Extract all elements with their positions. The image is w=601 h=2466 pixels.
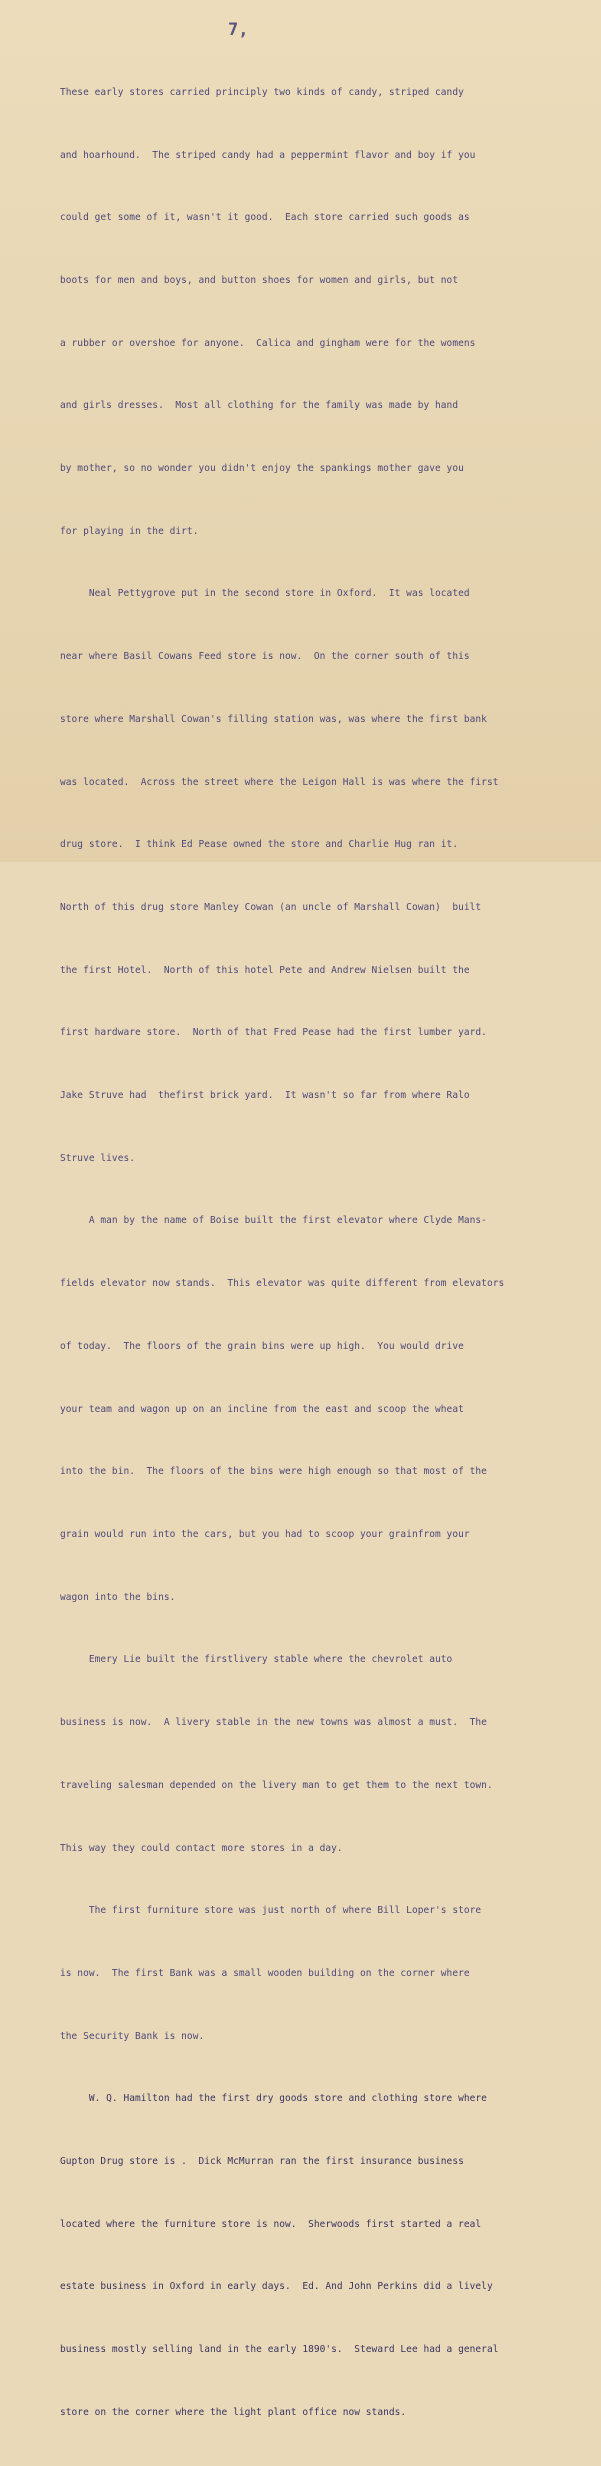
- text-line: business mostly selling land in the early 1890's. Steward Lee had a general: [60, 2344, 499, 2356]
- text-line: The first furniture store was just north of where Bill Loper's store: [60, 1905, 482, 1917]
- text-line: the first Hotel. North of this hotel Pete and Andrew Nielsen built the: [60, 964, 470, 976]
- text-line: your team and wagon up on an incline from the east and scoop the wheat: [60, 1403, 464, 1415]
- text-line: and hoarhound. The striped candy had a peppermint flavor and boy if you: [60, 149, 476, 161]
- page-number: 7,: [228, 20, 249, 40]
- text-line: fields elevator now stands. This elevator was quite different from elevators: [60, 1278, 505, 1290]
- text-line: These early stores carried principly two kinds of candy, striped candy: [60, 86, 464, 98]
- text-line: located where the furniture store is now. Sherwoods first started a real: [60, 2218, 482, 2230]
- text-line: Struve lives.: [60, 1152, 136, 1164]
- text-line: store on the corner where the light plant office now stands.: [60, 2406, 407, 2418]
- text-line: and girls dresses. Most all clothing for the family was made by hand: [60, 400, 459, 412]
- text-line: estate business in Oxford in early days. Ed. And John Perkins did a lively: [60, 2281, 493, 2293]
- body-text: [60, 41, 530, 2466]
- text-line: for playing in the dirt.: [60, 525, 199, 537]
- text-line: wagon into the bins.: [60, 1591, 176, 1603]
- text-line: traveling salesman depended on the livery man to get them to the next town.: [60, 1779, 493, 1791]
- text-line: into the bin. The floors of the bins were high enough so that most of the: [60, 1466, 487, 1478]
- text-line: Jake Struve had thefirst brick yard. It wasn't so far from where Ralo: [60, 1090, 470, 1102]
- text-line: grain would run into the cars, but you had to scoop your grainfrom your: [60, 1528, 470, 1540]
- text-line: store where Marshall Cowan's filling station was, was where the first bank: [60, 713, 487, 725]
- text-line: is now. The first Bank was a small wooden building on the corner where: [60, 1967, 470, 1979]
- text-line: boots for men and boys, and button shoes for women and girls, but not: [60, 274, 459, 286]
- text-line: Neal Pettygrove put in the second store in Oxford. It was located: [60, 588, 470, 600]
- text-line: first hardware store. North of that Fred Pease had the first lumber yard.: [60, 1027, 487, 1039]
- text-line: business is now. A livery stable in the new towns was almost a must. The: [60, 1717, 487, 1729]
- text-line: could get some of it, wasn't it good. Each store carried such goods as: [60, 212, 470, 224]
- text-line: A man by the name of Boise built the first elevator where Clyde Mans-: [60, 1215, 487, 1227]
- text-line: of today. The floors of the grain bins were up high. You would drive: [60, 1340, 464, 1352]
- text-line: This way they could contact more stores in a day.: [60, 1842, 343, 1854]
- text-line: by mother, so no wonder you didn't enjoy the spankings mother gave you: [60, 463, 464, 475]
- text-line: near where Basil Cowans Feed store is now. On the corner south of this: [60, 651, 470, 663]
- text-line: was located. Across the street where the Leigon Hall is was where the first: [60, 776, 499, 788]
- text-line: Emery Lie built the firstlivery stable where the chevrolet auto: [60, 1654, 453, 1666]
- text-line: a rubber or overshoe for anyone. Calica and gingham were for the womens: [60, 337, 476, 349]
- text-line: the Security Bank is now.: [60, 2030, 205, 2042]
- text-line: Gupton Drug store is . Dick McMurran ran the first insurance business: [60, 2156, 464, 2168]
- text-line: drug store. I think Ed Pease owned the store and Charlie Hug ran it.: [60, 839, 459, 851]
- text-line: W. Q. Hamilton had the first dry goods store and clothing store where: [60, 2093, 487, 2105]
- text-line: North of this drug store Manley Cowan (an uncle of Marshall Cowan) built: [60, 901, 482, 913]
